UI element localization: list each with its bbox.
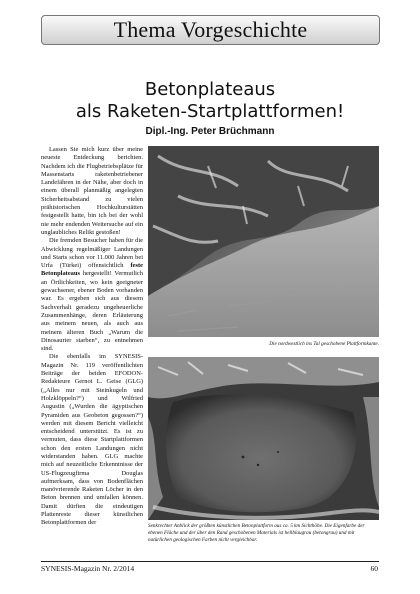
paragraph-3: Die ebenfalls im SYNESIS-Magazin Nr. 119 veröffentlichten Beiträge der beiden EFODON-Redakteure Gernot L. Geise (GLG) („Alles nur mit Steinkugeln und Holzklöppeln?“) und Wilfried Augustin („Wurden die ägyptischen Pyramiden aus Geobeton gegossen?“) werden mit diesem Bericht vielleicht entscheidend unterstützt. Es ist zu vermuten, dass diese Startplattformen schon den ersten Landungen nicht widerstanden haben. GLG machte mich auf neuzeitliche Erkenntnisse der US-Flugzeugfirma Douglas aufmerksam, dass von Bodenflächen manövrierende Raketen Löcher in den Beton brennen und umfallen können. Damit dürften die eindeutigen Plattenreste dieser künstlichen Betonplattformen der — [41, 353, 143, 527]
footer-magazine-issue: SYNESIS-Magazin Nr. 2/2014 — [41, 564, 135, 573]
paragraph-2 — [41, 237, 143, 353]
article-title-line-1: Betonplateaus — [144, 79, 276, 100]
article-title-line-2: als Raketen-Startplattformen! — [75, 101, 345, 122]
platform-aerial-image — [148, 357, 379, 520]
paragraph-2-text-a: Die fremden Besucher haben für die Abwicklung regelmäßiger Landungen und Starts schon vor 11.000 Jahren bei Urfa (Türkei) offensichtlich — [41, 237, 143, 270]
paragraph-2-text-b: hergestellt! Vermutlich an Örtlichkeiten, wo kein geeigneter gewachsener, ebener Boden vorhanden war. Es ergeben sich aus diesem Sachverhalt geradezu ungeheuerliche Zusammenhänge, deren Erläuterung aus meinem neuen, als auch aus meinem älteren Buch „Warum die Dinosaurier starben“, zu entnehmen sind. — [41, 270, 143, 353]
article-body-column — [41, 146, 143, 528]
footer-page-number: 60 — [370, 564, 378, 573]
paragraph-2-emphasis: feste Betonplateaus — [41, 262, 143, 278]
platform-edge-photo — [148, 146, 379, 337]
platform-edge-caption: Die nordwestlich ins Tal geschobene Plattformkante. — [269, 341, 379, 347]
footer-divider — [41, 561, 379, 562]
section-banner — [41, 15, 380, 45]
platform-edge-image — [148, 146, 379, 337]
paragraph-1: Lassen Sie mich kurz über meine neueste Entdeckung berichten. Nachdem ich die Flugbetriebsplätze für Massenstarts raketenbetriebener Landefähren in der Nähe, aber doch in einem überall planmäßig angelegten Sicherheitsabstand zu vielen prähistorischen Hochkulturstätten festgestellt hatte, bin ich bei der wohl nie mehr endenden Weitersuche auf ein unglaubliches Relikt gestoßen! — [41, 146, 143, 236]
platform-aerial-caption: Senkrechter Anblick der größten künstlichen Betonplattform aus ca. 5 km Sichthöhe. Die Eigenfarbe der ebenen Fläche und der über den Rand geschobenen Materials ist hellblaugrau (betongrau) und mit natürlichen geologischen Farben nicht vergleichbar. — [148, 523, 365, 543]
section-title: Thema Vorgeschichte — [113, 17, 308, 42]
platform-aerial-photo — [148, 357, 379, 520]
article-author: Dipl.-Ing. Peter Brüchmann — [145, 126, 275, 137]
